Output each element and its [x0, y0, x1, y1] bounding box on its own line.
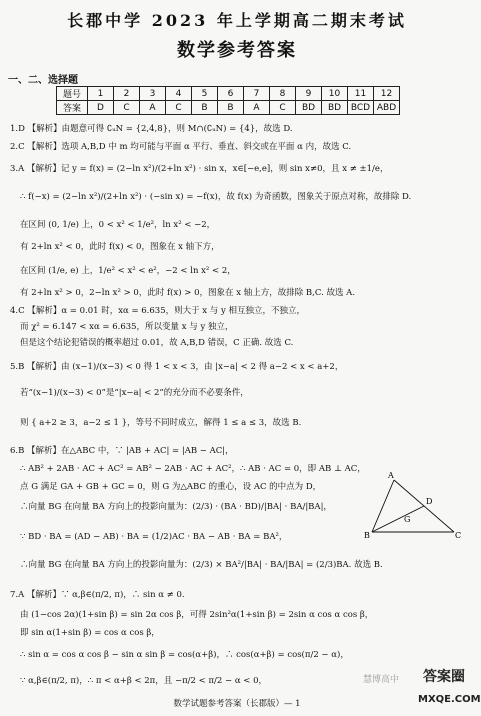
- table-cell: 5: [192, 87, 218, 101]
- label-b: B: [364, 531, 370, 540]
- solution-q4-line: 而 χ² = 6.147 < xα = 6.635，所以变量 x 与 y 独立，: [20, 322, 234, 332]
- solution-q3-line: ∴ f(−x) = (2−ln x²)/(2+ln x²) · (−sin x) = −f(x)，故 f(x) 为奇函数，图象关于原点对称，故排除 D.: [20, 192, 412, 202]
- table-cell: D: [88, 101, 114, 115]
- table-cell: 10: [322, 87, 348, 101]
- table-cell: A: [244, 101, 270, 115]
- solution-q3-line: 在区间 (0, 1/e) 上，0 < x² < 1/e²，ln x² < −2，: [20, 220, 216, 230]
- solution-q2: 2.C 【解析】选项 A,B,D 中 m 均可能与平面 α 平行、垂直、斜交或在平面 α 内，故选 C.: [10, 142, 352, 152]
- table-row: [57, 101, 400, 115]
- side-ba: [372, 480, 394, 532]
- page-footer: 数学试题参考答案（长郡版）— 1: [173, 699, 301, 709]
- label-d: D: [426, 497, 433, 506]
- table-cell: 2: [114, 87, 140, 101]
- solution-q5-line: 若“(x−1)/(x−3) < 0”是“|x−a| < 2”的充分而不必要条件，: [20, 388, 249, 398]
- label-a: A: [388, 471, 394, 480]
- table-cell: 答案: [57, 101, 88, 115]
- table-cell: BD: [296, 101, 322, 115]
- logo-bottom-text: MXQE.COM: [418, 694, 481, 705]
- solution-q6-line: 6.B 【解析】在△ABC 中，∵ |AB + AC| = |AB − AC|，: [10, 446, 234, 456]
- watermark-logo: [418, 664, 481, 712]
- table-cell: B: [218, 101, 244, 115]
- page-subtitle: 数学参考答案: [177, 40, 297, 61]
- solution-q7-line: 7.A 【解析】∵ α,β∈(π/2, π)，∴ sin α ≠ 0.: [10, 590, 185, 600]
- solution-q6-line: ∴向量 BG 在向量 BA 方向上的投影向量为：(2/3) × BA²/|BA| · BA/|BA| = (2/3)BA. 故选 B.: [20, 560, 383, 570]
- median-bd: [372, 506, 424, 532]
- solution-q6-line: ∵ BD · BA = (AD − AB) · BA = (1/2)AC · BA − AB · BA = BA²，: [20, 532, 288, 542]
- solution-q7-line: 由 (1−cos 2α)(1+sin β) = sin 2α cos β，可得 2sin²α(1+sin β) = 2sin α cos α cos β，: [20, 610, 374, 620]
- table-cell: C: [114, 101, 140, 115]
- solution-q3-line: 有 2+ln x² > 0，2−ln x² > 0，此时 f(x) > 0，图象在 x 轴上方，故排除 B,C. 故选 A.: [20, 288, 356, 298]
- table-cell: 7: [244, 87, 270, 101]
- solution-q6-line: 点 G 满足 GA + GB + GC = 0，则 G 为△ABC 的重心，设 AC 的中点为 D，: [20, 482, 322, 492]
- solution-q5-line: 则 { a+2 ≥ 3，a−2 ≤ 1 }，等号不同时成立，解得 1 ≤ a ≤ 3，故选 B.: [20, 418, 302, 428]
- triangle-figure: [364, 470, 464, 544]
- solution-q3-line: 在区间 (1/e, e) 上，1/e² < x² < e²，−2 < ln x² < 2，: [20, 266, 236, 276]
- watermark-text: 慧博高中: [363, 675, 400, 685]
- table-cell: A: [140, 101, 166, 115]
- table-cell: C: [270, 101, 296, 115]
- table-row: [57, 87, 400, 101]
- table-cell: BCD: [348, 101, 374, 115]
- table-cell: 11: [348, 87, 374, 101]
- page-title: 长郡中学 2023 年上学期高二期末考试: [67, 11, 407, 30]
- table-cell: 6: [218, 87, 244, 101]
- solution-q7-line: 即 sin α(1+sin β) = cos α cos β，: [20, 628, 160, 638]
- table-cell: 3: [140, 87, 166, 101]
- solution-q6-line: ∴向量 BG 在向量 BA 方向上的投影向量为：(2/3) · (BA · BD)/|BA| · BA/|BA|，: [20, 502, 332, 512]
- solution-q7-line: ∵ α,β∈(π/2, π)，∴ π < α+β < 2π，且 −π/2 < π/2 − α < 0，: [20, 676, 268, 686]
- solution-q3-line: 3.A 【解析】记 y = f(x) = (2−ln x²)/(2+ln x²) · sin x，x∈[−e,e]，则 sin x≠0，且 x ≠ ±1/e，: [10, 164, 389, 174]
- solution-q4-line: 4.C 【解析】α = 0.01 时，xα = 6.635，则大于 x 与 y 相互独立，不独立，: [10, 306, 306, 316]
- solution-q6-line: ∴ AB² + 2AB · AC + AC² = AB² − 2AB · AC + AC²，∴ AB · AC = 0，即 AB ⊥ AC，: [20, 464, 366, 474]
- table-cell: C: [166, 101, 192, 115]
- table-cell: 1: [88, 87, 114, 101]
- table-cell: 4: [166, 87, 192, 101]
- answer-table: [56, 86, 400, 115]
- solution-q3-line: 有 2+ln x² < 0，此时 f(x) < 0，图象在 x 轴下方，: [20, 242, 220, 252]
- table-cell: 9: [296, 87, 322, 101]
- table-cell: 12: [374, 87, 400, 101]
- logo-top-text: 答案圈: [423, 669, 465, 685]
- table-cell: ABD: [374, 101, 400, 115]
- solution-q5-line: 5.B 【解析】由 (x−1)/(x−3) < 0 得 1 < x < 3，由 |x−a| < 2 得 a−2 < x < a+2，: [10, 362, 344, 372]
- section-heading: 一、二、选择题: [8, 75, 78, 86]
- label-c: C: [455, 531, 462, 540]
- table-cell: B: [192, 101, 218, 115]
- solution-q1: 1.D 【解析】由题意可得 ∁ᵤN = {2,4,8}，则 M∩(∁ᵤN) = {4}，故选 D.: [10, 124, 293, 134]
- solution-q4-line: 但是这个结论犯错误的概率超过 0.01，故 A,B,D 错误，C 正确. 故选 C.: [20, 338, 294, 348]
- solution-q7-line: ∴ sin α = cos α cos β − sin α sin β = cos(α+β)，∴ cos(α+β) = cos(π/2 − α)，: [20, 650, 349, 660]
- table-cell: BD: [322, 101, 348, 115]
- label-g: G: [404, 515, 411, 524]
- table-cell: 题号: [57, 87, 88, 101]
- table-cell: 8: [270, 87, 296, 101]
